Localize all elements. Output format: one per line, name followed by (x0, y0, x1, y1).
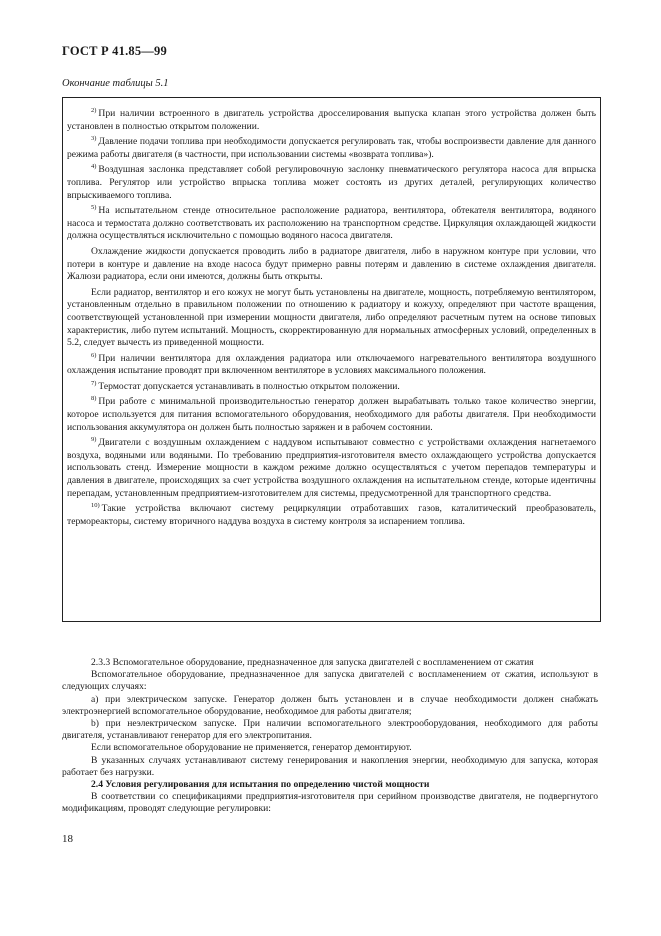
table-note (67, 353, 596, 378)
paragraph: а) при электрическом запуске. Генератор должен быть установлен и в случае необходимости должен снабжать электроэнергией вспомогательное оборудование, необходимое для работы двигателя; (62, 693, 598, 717)
notes-list (67, 108, 596, 531)
note-text: При наличии встроенного в двигатель устройства дросселирования выпуска клапан этого устройства должен быть установлен в полностью открытом положении. (67, 108, 596, 132)
table-note (67, 503, 596, 528)
table-note (67, 164, 596, 202)
note-text: При наличии вентилятора для охлаждения радиатора или отключаемого нагревательного вентилятора воздушного охлаждения испытание проводят при включенном вентиляторе в условиях максимального положения. (67, 352, 596, 377)
note-marker: 8) (91, 395, 97, 403)
paragraph: Если вспомогательное оборудование не применяется, генератор демонтируют. (91, 742, 412, 754)
table-note (67, 381, 596, 394)
document-id: ГОСТ Р 41.85—99 (62, 44, 167, 58)
note-marker: 9) (91, 436, 97, 444)
note-marker: 10) (91, 502, 100, 510)
page-number: 18 (62, 833, 73, 845)
note-marker: 7) (91, 379, 97, 387)
table-note (67, 246, 596, 284)
note-text: На испытательном стенде относительное расположение радиатора, вентилятора, обтекателя вентилятора, водяного насоса и термостата должно соответствовать их расположению на транспортном средстве. Циркуляция охлаждающей жидкости должна осуществляться исключительно с помощью водяного насоса двигателя. (67, 205, 596, 242)
table-caption: Окончание таблицы 5.1 (62, 78, 169, 89)
section-heading: 2.4 Условия регулирования для испытания по определению чистой мощности (91, 779, 430, 791)
note-marker: 3) (91, 135, 97, 142)
note-marker: 2) (91, 106, 97, 114)
paragraph: В соответствии со спецификациями предприятия-изготовителя при серийном производстве двигателя, не подвергнутого модификациям, проводят следующие регулировки: (62, 791, 598, 815)
body-text (62, 657, 598, 816)
note-marker: 4) (91, 163, 97, 171)
note-marker: 6) (91, 351, 97, 359)
table-note (67, 287, 596, 350)
note-text: Двигатели с воздушным охлаждением с наддувом испытывают совместно с устройствами охлаждения нагнетаемого воздуха, водяными или водяными. По требованию предприятия-изготовителя вместо охлаждающего устройства допускается использовать стенд. Измерение мощности в каждом режиме должно осуществляться с учетом перепадов температуры и давления в двигателе, происходящих за счет устройства воздушного охлаждения на испытательном стенде, которые идентичны перепадам, установленным предприятием-изготовителем для системы, предусмотренной для транспортного средства. (67, 437, 596, 499)
paragraph: b) при неэлектрическом запуске. При наличии вспомогательного электрооборудования, необходимого для работы двигателя, устанавливают генератор для его электропитания. (62, 718, 598, 742)
paragraph: Вспомогательное оборудование, предназначенное для запуска двигателей с воспламенением от сжатия, используют в следующих случаях: (62, 669, 598, 693)
table-note (67, 437, 596, 500)
table-note (67, 108, 596, 133)
table-notes-box (62, 97, 601, 622)
table-note (67, 205, 596, 243)
note-text: Воздушная заслонка представляет собой регулировочную заслонку пневматического регулятора насоса для впрыска топлива. Регулятор или устройство впрыска топлива может состоять из других деталей, регулирующих количество впрыскиваемого топлива. (67, 164, 596, 201)
table-note (67, 136, 596, 161)
note-marker: 5) (91, 203, 97, 211)
note-text: Давление подачи топлива при необходимости допускается регулировать так, чтобы воспроизвести давление для данного режима работы двигателя (в частности, при использовании системы «возврата топлива»). (67, 136, 596, 160)
note-text: Охлаждение жидкости допускается проводить либо в радиаторе двигателя, либо в наружном контуре при условии, что потери в контуре и давление на входе насоса будут примерно равны потерям и давлению в системе охлаждения двигателя. Жалюзи радиатора, если они имеются, должны быть открыты. (67, 245, 596, 283)
note-text: Такие устройства включают систему рециркуляции отработавших газов, каталитический преобразователь, термореакторы, систему вторичного наддува воздуха в систему контроля за испарением топлива. (67, 503, 596, 527)
note-text: При работе с минимальной производительностью генератор должен вырабатывать только такое количество энергии, которое используется для питания вспомогательного оборудования, необходимого для работы двигателя. При необходимости использования аккумулятора он должен быть полностью заряжен и в рабочем состоянии. (67, 396, 596, 433)
paragraph: В указанных случаях устанавливают систему генерирования и накопления энергии, необходимую для запуска, которая работает без нагрузки. (62, 754, 598, 778)
note-text: Если радиатор, вентилятор и его кожух не могут быть установлены на двигателе, мощность, потребляемую вентилятором, установленным отдельно в правильном положении по отношению к радиатору и кожуху, определяют при частоте вращения, соответствующей установленной при измерении мощности двигателя, либо определяют расчетным путем на основе типовых характеристик, либо путем испытаний. Мощность, скорректированную для нормальных атмосферных условий, определенных в 5.2, следует вычесть из приведенной мощности. (67, 286, 596, 349)
note-text: Термостат допускается устанавливать в полностью открытом положении. (98, 380, 400, 392)
paragraph: 2.3.3 Вспомогательное оборудование, предназначенное для запуска двигателей с воспламенением от сжатия (91, 657, 534, 668)
table-note (67, 396, 596, 434)
